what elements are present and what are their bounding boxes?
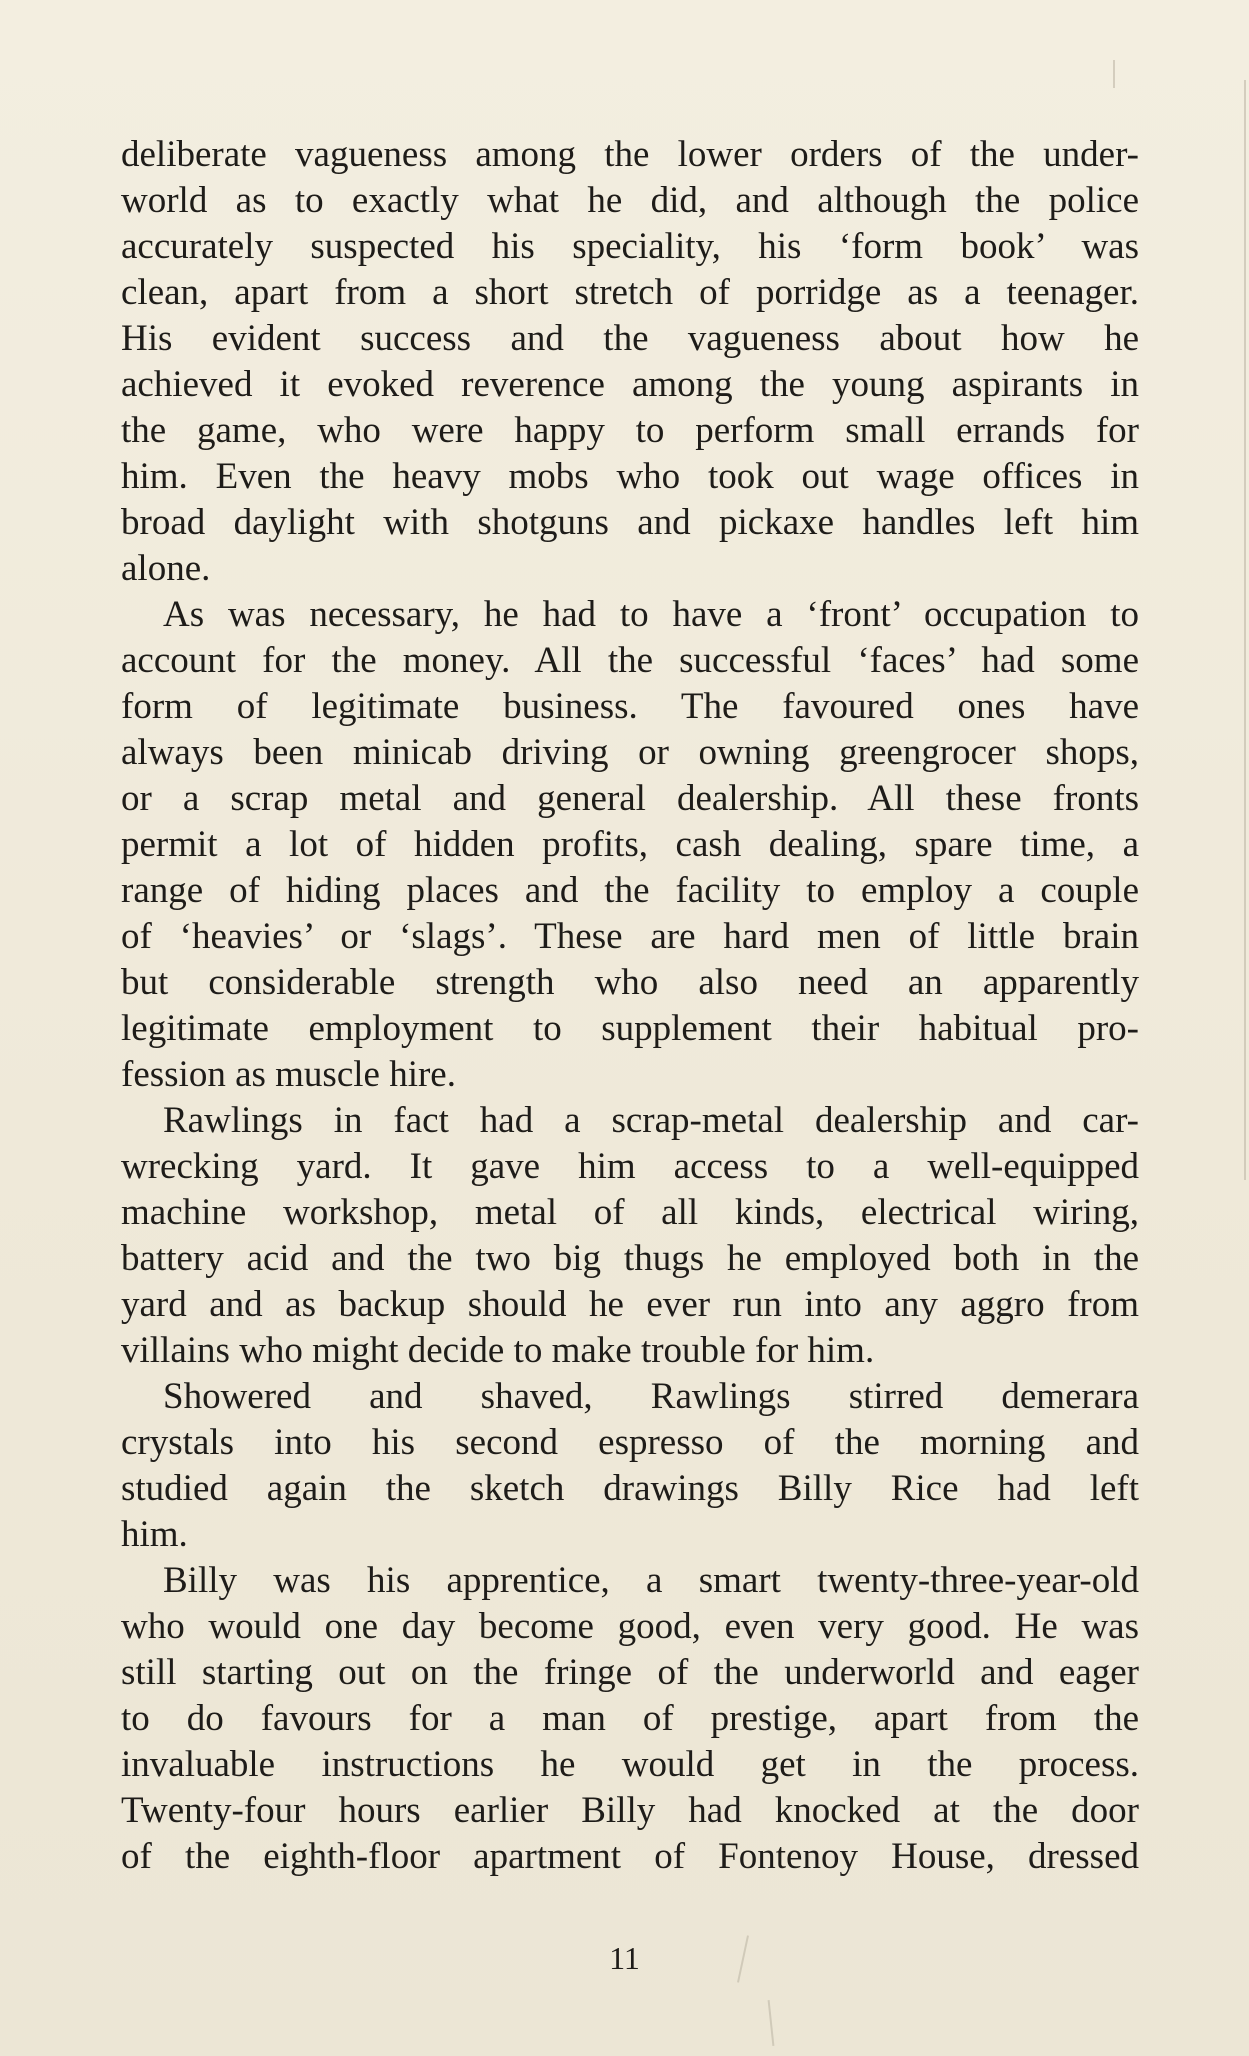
text-line: alone. xyxy=(121,548,211,589)
text-line: or a scrap metal and general dealership. All these fronts xyxy=(121,778,1139,819)
text-line: Billy was his apprentice, a smart twenty-three-year-old xyxy=(163,1560,1139,1601)
text-line: battery acid and the two big thugs he employed both in the xyxy=(121,1238,1139,1279)
text-line: range of hiding places and the facility to employ a couple xyxy=(121,870,1139,911)
text-line: As was necessary, he had to have a ‘front’ occupation to xyxy=(163,594,1139,635)
text-line: Twenty-four hours earlier Billy had knocked at the door xyxy=(121,1790,1139,1831)
text-line: Rawlings in fact had a scrap-metal dealership and car- xyxy=(163,1100,1139,1141)
text-line: of the eighth-floor apartment of Fontenoy House, dressed xyxy=(121,1836,1139,1877)
text-line: legitimate employment to supplement their habitual pro- xyxy=(121,1008,1139,1049)
text-line: but considerable strength who also need an apparently xyxy=(121,962,1139,1003)
text-line: who would one day become good, even very good. He was xyxy=(121,1606,1139,1647)
text-line: Showered and shaved, Rawlings stirred demerara xyxy=(163,1376,1139,1417)
text-line: broad daylight with shotguns and pickaxe handles left him xyxy=(121,502,1139,543)
paper-crease-mark xyxy=(1244,80,1246,1180)
text-line: of ‘heavies’ or ‘slags’. These are hard men of little brain xyxy=(121,916,1139,957)
text-line: him. xyxy=(121,1514,188,1555)
text-line: crystals into his second espresso of the morning and xyxy=(121,1422,1139,1463)
text-line: deliberate vagueness among the lower orders of the under- xyxy=(121,134,1139,175)
text-line: accurately suspected his speciality, his ‘form book’ was xyxy=(121,226,1139,267)
text-line: clean, apart from a short stretch of porridge as a teenager. xyxy=(121,272,1139,313)
text-line: the game, who were happy to perform small errands for xyxy=(121,410,1139,451)
text-line: wrecking yard. It gave him access to a well-equipped xyxy=(121,1146,1139,1187)
page-number: 11 xyxy=(609,1940,640,1976)
text-line: always been minicab driving or owning greengrocer shops, xyxy=(121,732,1139,773)
text-line: form of legitimate business. The favoured ones have xyxy=(121,686,1139,727)
text-line: still starting out on the fringe of the underworld and eager xyxy=(121,1652,1139,1693)
text-line: to do favours for a man of prestige, apart from the xyxy=(121,1698,1139,1739)
text-line: permit a lot of hidden profits, cash dealing, spare time, a xyxy=(121,824,1139,865)
paper-crease-mark xyxy=(768,2000,775,2046)
text-line: fession as muscle hire. xyxy=(121,1054,456,1095)
text-line: villains who might decide to make trouble for him. xyxy=(121,1330,875,1371)
text-line: account for the money. All the successful ‘faces’ had some xyxy=(121,640,1139,681)
text-line: machine workshop, metal of all kinds, electrical wiring, xyxy=(121,1192,1139,1233)
body-text xyxy=(121,132,1139,1880)
text-line: studied again the sketch drawings Billy Rice had left xyxy=(121,1468,1139,1509)
text-line: His evident success and the vagueness about how he xyxy=(121,318,1139,359)
text-line: yard and as backup should he ever run into any aggro from xyxy=(121,1284,1139,1325)
paper-crease-mark xyxy=(1113,60,1115,88)
text-line: him. Even the heavy mobs who took out wage offices in xyxy=(121,456,1139,497)
text-line: invaluable instructions he would get in the process. xyxy=(121,1744,1139,1785)
text-line: world as to exactly what he did, and although the police xyxy=(121,180,1139,221)
text-line: achieved it evoked reverence among the young aspirants in xyxy=(121,364,1139,405)
